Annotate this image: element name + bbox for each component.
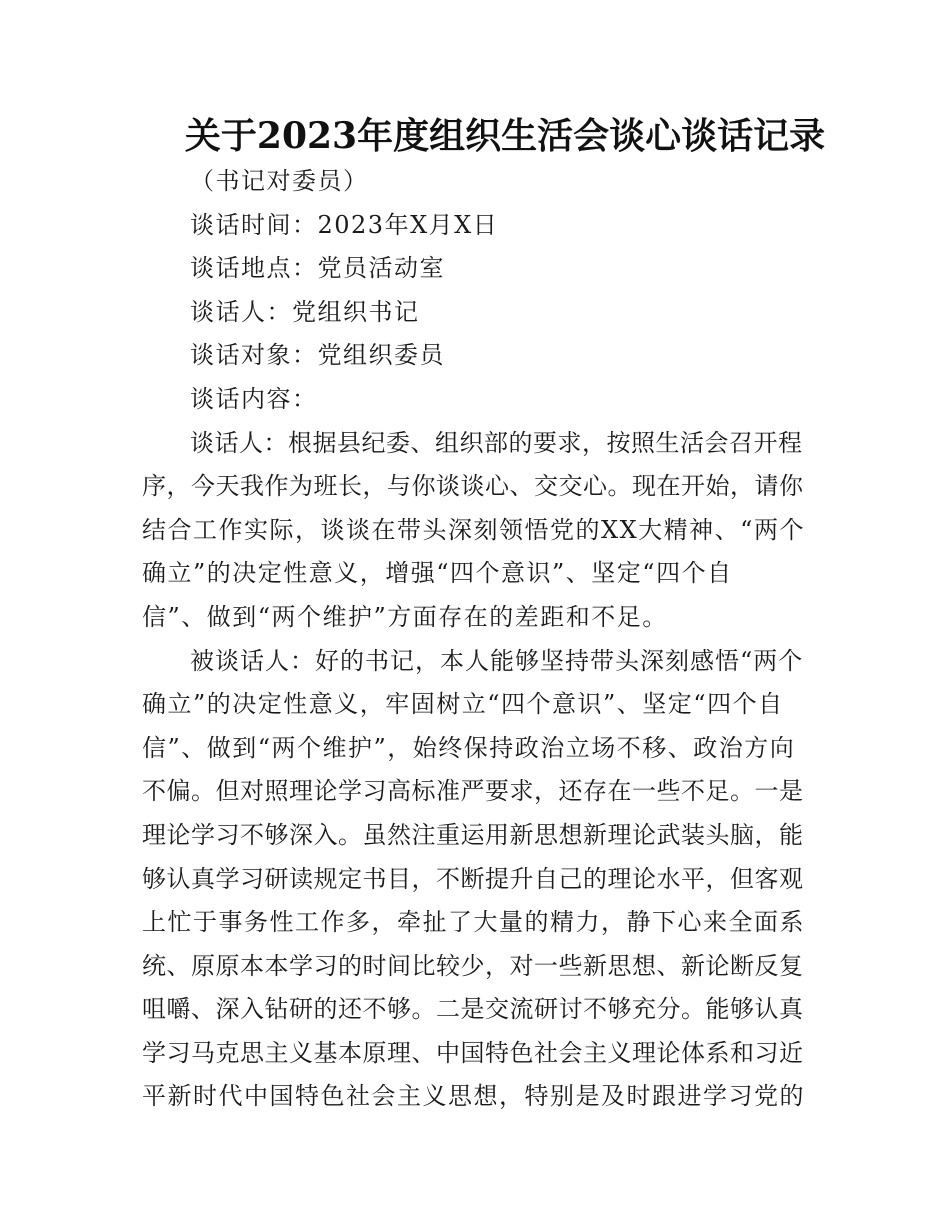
meta-time: 谈话时间：2023年X月X日 [190, 210, 499, 239]
paragraph-line: 结合工作实际，谈谈在带头深刻领悟党的XX大精神、“两个 [142, 515, 805, 544]
paragraph-line: 序，今天我作为班长，与你谈谈心、交交心。现在开始，请你 [142, 472, 804, 501]
meta-content-label: 谈话内容： [190, 384, 318, 413]
paragraph-line: 谈话人：根据县纪委、组织部的要求，按照生活会召开程 [190, 428, 803, 457]
paragraph-line: 够认真学习研读规定书目，不断提升自己的理论水平，但客观 [142, 864, 804, 893]
paragraph-line: 确立”的决定性意义，牢固树立“四个意识”、坚定“四个自 [142, 690, 784, 719]
paragraph-line: 信”、做到“两个维护”，始终保持政治立场不移、政治方向 [142, 733, 796, 762]
paragraph-line: 平新时代中国特色社会主义思想，特别是及时跟进学习党的 [142, 1082, 805, 1111]
meta-place: 谈话地点：党员活动室 [190, 254, 445, 283]
paragraph-line: 信”、做到“两个维护”方面存在的差距和不足。 [142, 602, 668, 631]
document-body [142, 160, 812, 1119]
paragraph-line: 上忙于事务性工作多，牵扯了大量的精力，静下心来全面系 [142, 908, 805, 937]
paragraph-line: 学习马克思主义基本原理、中国特色社会主义理论体系和习近 [142, 1038, 804, 1067]
document-title: 关于2023年度组织生活会谈心谈话记录 [184, 115, 826, 157]
meta-speaker: 谈话人：党组织书记 [190, 297, 420, 326]
paragraph-line: 确立”的决定性意义，增强“四个意识”、坚定“四个自 [142, 559, 733, 588]
subtitle: （书记对委员） [190, 167, 369, 195]
paragraph-line: 被谈话人：好的书记，本人能够坚持带头深刻感悟“两个 [190, 646, 804, 675]
paragraph-line: 理论学习不够深入。虽然注重运用新思想新理论武装头脑，能 [142, 820, 804, 849]
paragraph-line: 咀嚼、深入钻研的还不够。二是交流研讨不够充分。能够认真 [142, 995, 804, 1024]
paragraph-line: 统、原原本本学习的时间比较少，对一些新思想、新论断反复 [142, 951, 804, 980]
meta-target: 谈话对象：党组织委员 [190, 341, 445, 370]
paragraph-line: 不偏。但对照理论学习高标准严要求，还存在一些不足。一是 [142, 777, 804, 806]
